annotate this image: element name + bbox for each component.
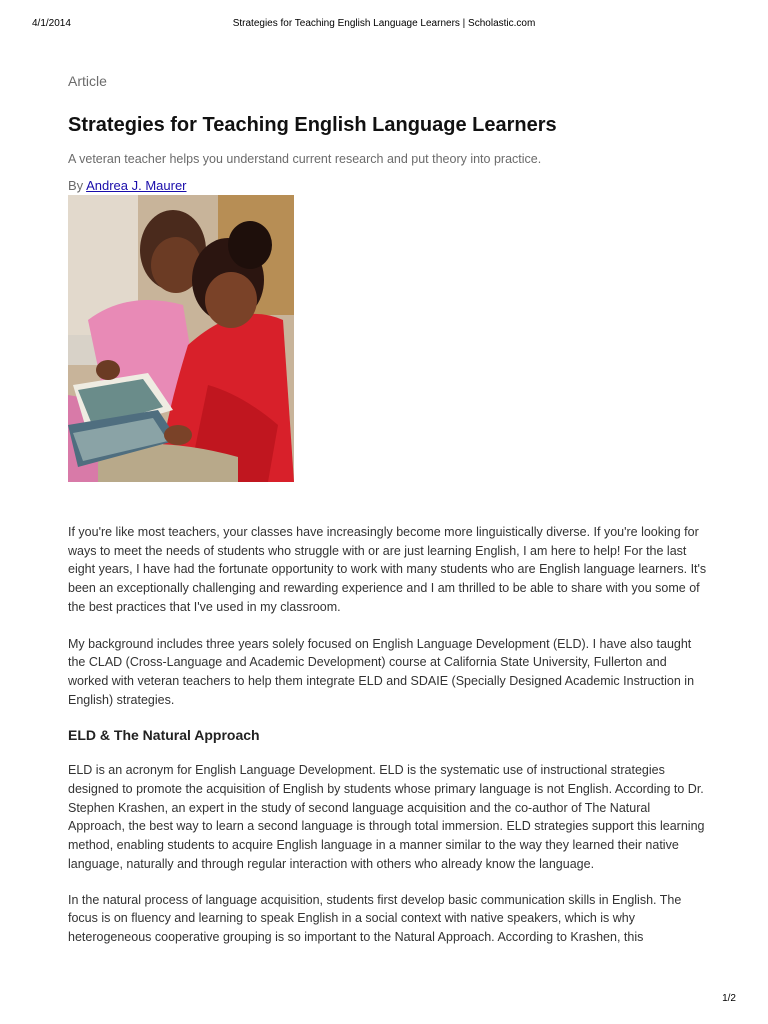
print-page-number: 1/2: [722, 993, 736, 1004]
intro-paragraph: If you're like most teachers, your classes have increasingly become more linguistically diverse. If you're looking for ways to meet the needs of students who struggle with or are just learning English, I am here to help! For the last eight years, I have had the fortunate opportunity to work with many students who are English language learners. It's been an exceptionally challenging and rewarding experience and I am thrilled to be able to share with you some of the best practices that I've used in my classroom.: [68, 525, 707, 614]
author-link[interactable]: Andrea J. Maurer: [86, 178, 187, 193]
section-heading: ELD & The Natural Approach: [68, 727, 260, 744]
article-photo: [68, 195, 294, 482]
article-subhead: A veteran teacher helps you understand current research and put theory into practice.: [68, 152, 542, 166]
eld-definition-paragraph: ELD is an acronym for English Language Development. ELD is the systematic use of instructional strategies designed to promote the acquisition of English by students whose primary language is not English. According to Dr. Stephen Krashen, an expert in the study of second language acquisition and the co-author of The Natural Approach, the best way to learn a second language is through total immersion. ELD strategies support this learning method, enabling students to acquire English language in a manner similar to the way they learned their native language, naturally and through regular interaction with others who already know the language.: [68, 763, 705, 871]
print-page-title: Strategies for Teaching English Language Learners | Scholastic.com: [232, 18, 536, 29]
article-headline: Strategies for Teaching English Language Learners: [68, 114, 557, 136]
article-kicker: Article: [68, 73, 107, 89]
byline-prefix: By: [68, 178, 87, 193]
byline: [68, 177, 708, 195]
print-date: 4/1/2014: [32, 18, 71, 29]
background-paragraph: My background includes three years solely focused on English Language Development (ELD). I have also taught the CLAD (Cross-Language and Academic Development) course at California State University, Fullerton and worked with veteran teachers to help them integrate ELD and SDAIE (Specially Designed Academic Instruction in English) strategies.: [68, 636, 695, 707]
natural-process-paragraph: In the natural process of language acquisition, students first develop basic communication skills in English. The focus is on fluency and learning to speak English in a social context with native speakers, which is why heterogeneous cooperative grouping is so important to the Natural Approach. According to Krashen, this: [68, 892, 682, 944]
article: [68, 72, 708, 947]
print-header: [32, 18, 736, 32]
